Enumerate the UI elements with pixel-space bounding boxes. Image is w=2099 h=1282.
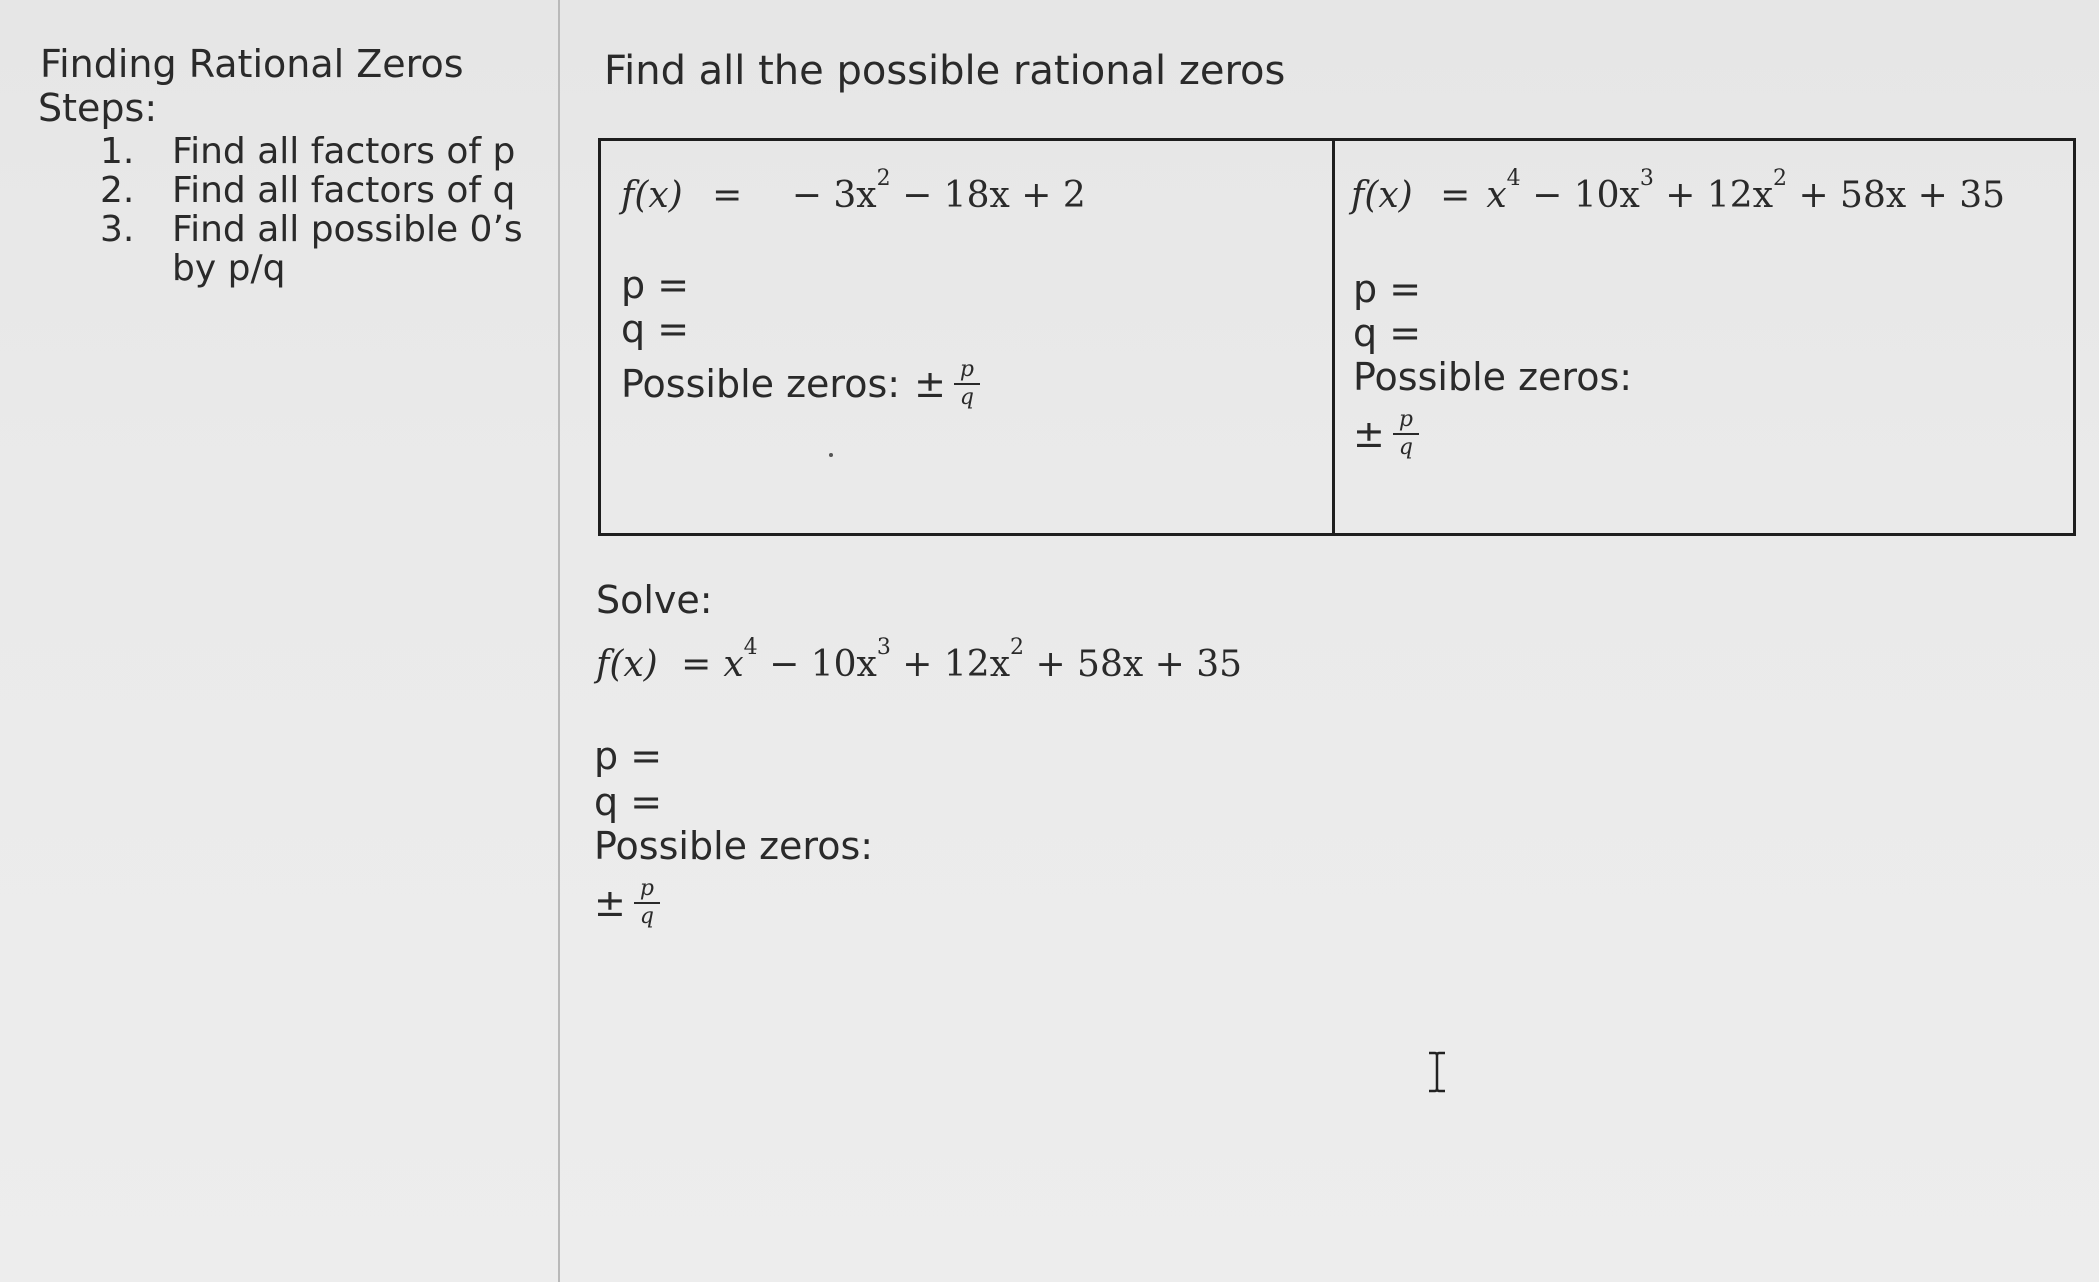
exponent: 2 bbox=[1010, 635, 1024, 660]
term: − 10x bbox=[757, 644, 877, 685]
possible-zeros-label: Possible zeros: bbox=[621, 362, 901, 406]
equals-sign: = bbox=[681, 644, 712, 685]
term: x bbox=[723, 644, 744, 685]
possible-zeros-row bbox=[621, 359, 980, 409]
fraction-denominator: q bbox=[639, 904, 654, 929]
function-lhs: f(x) bbox=[1351, 175, 1413, 216]
step-continuation bbox=[100, 249, 523, 288]
step-text: Find all factors of q bbox=[172, 170, 516, 211]
p-over-q-fraction bbox=[634, 878, 660, 928]
term: + 58x + 35 bbox=[1024, 644, 1243, 685]
step-item bbox=[100, 132, 523, 171]
text-cursor-icon bbox=[1425, 1050, 1449, 1094]
function-expression bbox=[1351, 166, 2006, 216]
solve-function-expression[interactable] bbox=[596, 635, 1243, 685]
possible-zeros-formula bbox=[1353, 409, 1419, 459]
step-text: by p/q bbox=[172, 248, 286, 289]
p-label: p = bbox=[621, 263, 690, 307]
possible-zeros-label: Possible zeros: bbox=[1353, 355, 1633, 399]
sidebar-title: Finding Rational Zeros bbox=[40, 42, 464, 86]
solve-q-label: q = bbox=[594, 780, 663, 824]
solve-p-label: p = bbox=[594, 734, 663, 778]
steps-label: Steps: bbox=[38, 86, 158, 130]
term: + 58x + 35 bbox=[1787, 175, 2006, 216]
step-number: 3. bbox=[100, 209, 135, 250]
exponent: 4 bbox=[1506, 166, 1521, 191]
stray-dot bbox=[829, 453, 833, 457]
term: − 3x bbox=[791, 175, 877, 216]
problem-cell-2[interactable] bbox=[1335, 141, 2073, 533]
problem-cell-1[interactable] bbox=[601, 141, 1335, 533]
steps-list bbox=[100, 132, 523, 288]
exponent: 2 bbox=[876, 166, 891, 191]
step-text: Find all possible 0’s bbox=[172, 209, 523, 250]
exponent: 2 bbox=[1773, 166, 1787, 191]
exponent: 3 bbox=[1639, 166, 1654, 191]
plus-minus-sign: ± bbox=[594, 881, 626, 925]
term: − 10x bbox=[1520, 175, 1640, 216]
step-item bbox=[100, 171, 523, 210]
solve-possible-zeros-label: Possible zeros: bbox=[594, 824, 874, 868]
solve-label: Solve: bbox=[596, 578, 713, 622]
plus-minus-sign: ± bbox=[914, 362, 946, 406]
step-number: 1. bbox=[100, 131, 135, 172]
p-over-q-fraction bbox=[954, 359, 980, 409]
step-item bbox=[100, 210, 523, 249]
function-lhs: f(x) bbox=[621, 175, 683, 216]
steps-sidebar bbox=[0, 0, 560, 1282]
page-title: Find all the possible rational zeros bbox=[604, 48, 1286, 94]
q-label: q = bbox=[1353, 311, 1422, 355]
fraction-numerator: p bbox=[1393, 409, 1419, 435]
equals-sign: = bbox=[712, 175, 743, 216]
p-label: p = bbox=[1353, 267, 1422, 311]
q-label: q = bbox=[621, 307, 690, 351]
problem-table bbox=[598, 138, 2076, 536]
step-text: Find all factors of p bbox=[172, 131, 516, 172]
term: − 18x + 2 bbox=[890, 175, 1086, 216]
fraction-numerator: p bbox=[954, 359, 980, 385]
fraction-numerator: p bbox=[634, 878, 660, 904]
fraction-denominator: q bbox=[959, 385, 974, 410]
function-expression bbox=[621, 166, 1086, 216]
p-over-q-fraction bbox=[1393, 409, 1419, 459]
function-lhs: f(x) bbox=[596, 644, 658, 685]
equals-sign: = bbox=[1440, 175, 1471, 216]
plus-minus-sign: ± bbox=[1353, 412, 1385, 456]
term: x bbox=[1486, 175, 1507, 216]
exponent: 3 bbox=[876, 635, 891, 660]
fraction-denominator: q bbox=[1398, 435, 1413, 460]
solve-possible-zeros-formula bbox=[594, 878, 660, 928]
term: + 12x bbox=[1653, 175, 1773, 216]
term: + 12x bbox=[890, 644, 1010, 685]
step-number: 2. bbox=[100, 170, 135, 211]
exponent: 4 bbox=[743, 635, 758, 660]
